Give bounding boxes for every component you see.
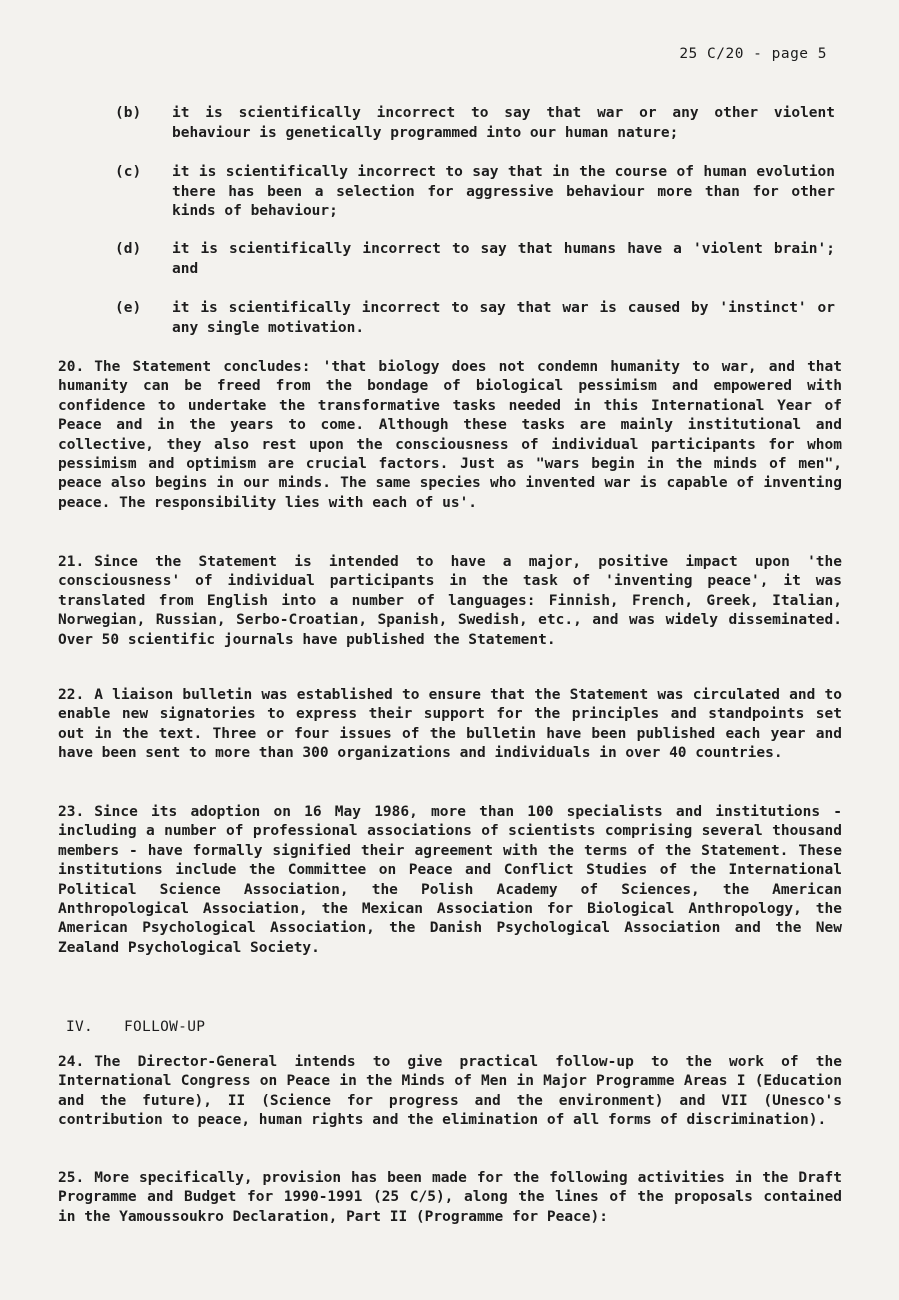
- paragraph-number: 20.: [58, 359, 85, 375]
- section-number: IV.: [66, 1019, 94, 1035]
- paragraph-number: 25.: [58, 1170, 85, 1186]
- section-title: FOLLOW-UP: [124, 1019, 206, 1035]
- list-item-e: [115, 299, 835, 338]
- list-item-d: [115, 240, 835, 279]
- item-label: (b): [115, 105, 142, 121]
- paragraph-text: A liaison bulletin was established to ensure that the Statement was circulated and to enable new signatories to express their support for the principles and standpoints set out in the text. Three or four issues of the bulletin have been published each year and have been sent to more than 300 organizations and individuals in over 40 countries.: [58, 687, 842, 762]
- paragraph-text: Since the Statement is intended to have a major, positive impact upon 'the consciousness' of individual participants in the task of 'inventing peace', it was translated from English into a number of languages: Finnish, French, Greek, Italian, Norwegian, Russian, Serbo-Croatian, Spanish, Swedish, etc., and was widely disseminated. Over 50 scientific journals have published the Statement.: [58, 554, 842, 648]
- paragraph-text: The Statement concludes: 'that biology does not condemn humanity to war, and that humanity can be freed from the bondage of biological pessimism and empowered with confidence to undertake the transformative tasks needed in this International Year of Peace and in the years to come. Although these tasks are mainly institutional and collective, they also rest upon the consciousness of individual participants for whom pessimism and optimism are crucial factors. Just as "wars begin in the minds of men", peace also begins in our minds. The same species who invented war is capable of inventing peace. The responsibility lies with each of us'.: [58, 359, 842, 511]
- paragraph-23: [58, 803, 842, 958]
- paragraph-text: Since its adoption on 16 May 1986, more than 100 specialists and institutions - including a number of professional associations of scientists comprising several thousand members - have formally signified their agreement with the terms of the Statement. These institutions include the Committee on Peace and Conflict Studies of the International Political Science Association, the Polish Academy of Sciences, the American Anthropological Association, the Mexican Association for Biological Anthropology, the American Psychological Association, the Danish Psychological Association and the New Zealand Psychological Society.: [58, 804, 842, 956]
- paragraph-number: 23.: [58, 804, 85, 820]
- paragraph-number: 22.: [58, 687, 85, 703]
- item-label: (d): [115, 241, 142, 257]
- page-header: 25 C/20 - page 5: [679, 46, 827, 62]
- paragraph-25: [58, 1169, 842, 1227]
- item-label: (e): [115, 300, 142, 316]
- item-text: it is scientifically incorrect to say that in the course of human evolution there has been a selection for aggressive behaviour more than for other kinds of behaviour;: [172, 164, 835, 220]
- paragraph-21: [58, 553, 842, 650]
- paragraph-text: More specifically, provision has been made for the following activities in the Draft Programme and Budget for 1990-1991 (25 C/5), along the lines of the proposals contained in the Yamoussoukro Declaration, Part II (Programme for Peace):: [58, 1170, 842, 1225]
- item-text: it is scientifically incorrect to say that war is caused by 'instinct' or any single motivation.: [172, 300, 835, 336]
- paragraph-text: The Director-General intends to give practical follow-up to the work of the International Congress on Peace in the Minds of Men in Major Programme Areas I (Education and the future), II (Science for progress and the environment) and VII (Unesco's contribution to peace, human rights and the elimination of all forms of discrimination).: [58, 1054, 842, 1129]
- paragraph-number: 24.: [58, 1054, 85, 1070]
- paragraph-24: [58, 1053, 842, 1131]
- paragraph-20: [58, 358, 842, 513]
- item-text: it is scientifically incorrect to say that war or any other violent behaviour is genetically programmed into our human nature;: [172, 105, 835, 141]
- item-text: it is scientifically incorrect to say that humans have a 'violent brain'; and: [172, 241, 835, 277]
- paragraph-number: 21.: [58, 554, 85, 570]
- section-heading: [66, 1019, 205, 1035]
- paragraph-22: [58, 686, 842, 764]
- list-item-c: [115, 163, 835, 222]
- list-item-b: [115, 104, 835, 143]
- item-label: (c): [115, 164, 142, 180]
